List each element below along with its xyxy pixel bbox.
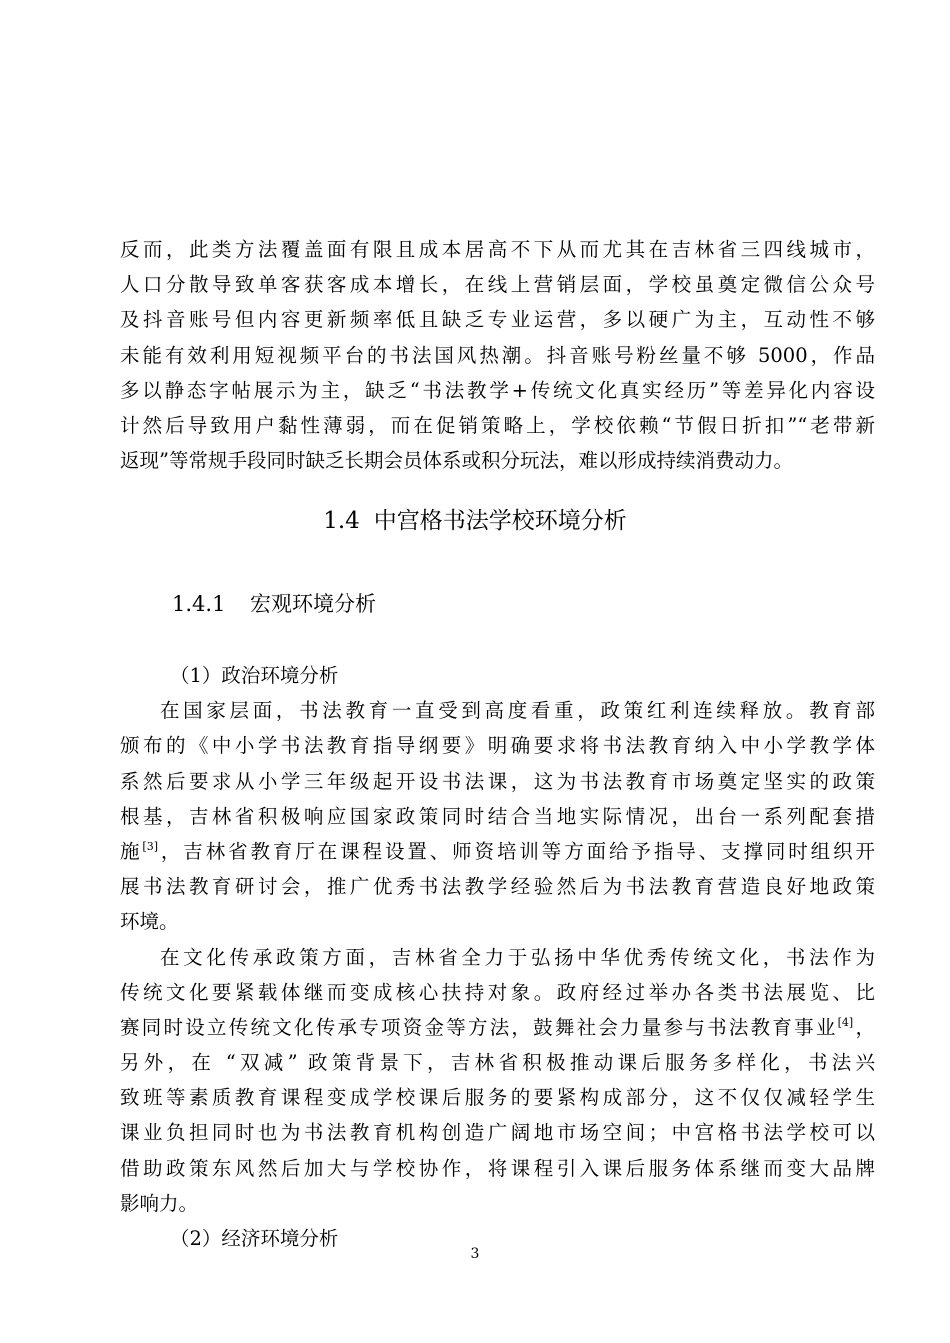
page-number: 3 (470, 1246, 480, 1262)
text-segment: 赛同时设立传统文化传承专项资金等方法，鼓舞社会力量参与书法教育事业 (120, 1015, 838, 1039)
text-line: 返现”等常规手段同时缺乏长期会员体系或积分玩法，难以形成持续消费动力。 (120, 449, 793, 473)
text-line: 环境。 (120, 910, 179, 934)
subsection-number: 1.4.1 (172, 592, 226, 616)
citation-mark: [3] (142, 839, 158, 853)
text-line: 传统文化要紧载体继而变成核心扶持对象。政府经过举办各类书法展览、比 (120, 980, 875, 1004)
subsection-title-text: 宏观环境分析 (250, 592, 376, 616)
text-line: 颁布的《中小学书法教育指导纲要》明确要求将书法教育纳入中小学教学体 (120, 734, 875, 758)
text-line: 根基，吉林省积极响应国家政策同时结合当地实际情况，出台一系列配套措 (120, 804, 875, 828)
political-environment-section (120, 658, 875, 1256)
text-segment: ，吉林省教育厅在课程设置、师资培训等方面给予指导、支撑同时组织开 (158, 839, 875, 863)
section-number: 1.4 (323, 508, 360, 534)
citation-mark: [4] (837, 1015, 854, 1029)
text-line: 计然后导致用户黏性薄弱，而在促销策略上，学校依赖“节假日折扣”“老带新 (120, 413, 875, 437)
text-line: 在文化传承政策方面，吉林省全力于弘扬中华优秀传统文化，书法作为 (160, 945, 875, 969)
text-line: 人口分散导致单客获客成本增长，在线上营销层面，学校虽奠定微信公众号 (120, 273, 875, 297)
text-line: 课业负担同时也为书法教育机构创造广阔地市场空间；中宫格书法学校可以 (120, 1121, 875, 1145)
text-line: 展书法教育研讨会，推广优秀书法教学经验然后为书法教育营造良好地政策 (120, 875, 875, 899)
text-line: 未能有效利用短视频平台的书法国风热潮。抖音账号粉丝量不够 5000，作品 (120, 343, 875, 367)
text-line: 另外，在 “双减” 政策背景下，吉林省积极推动课后服务多样化，书法兴 (120, 1051, 875, 1075)
text-line: 多以静态字帖展示为主，缺乏“书法教学+传统文化真实经历”等差异化内容设 (120, 378, 875, 402)
text-line: 反而，此类方法覆盖面有限且成本居高不下从而尤其在吉林省三四线城市， (120, 238, 875, 261)
text-line: 致班等素质教育课程变成学校课后服务的要紧构成部分，这不仅仅减轻学生 (120, 1086, 875, 1110)
subsection-heading (172, 588, 376, 618)
text-line: 借助政策东风然后加大与学校协作，将课程引入课后服务体系继而变大品牌 (120, 1156, 875, 1180)
text-line-with-citation (120, 834, 875, 869)
text-line: 影响力。 (120, 1191, 199, 1215)
text-segment: 施 (120, 839, 143, 863)
section-heading (0, 502, 950, 535)
text-line-with-citation (120, 1010, 875, 1045)
text-segment: ， (853, 1015, 875, 1039)
item-label-political: （1）政治环境分析 (170, 664, 339, 687)
paragraph-continued (120, 232, 875, 478)
item-label-economic: （2）经济环境分析 (170, 1227, 339, 1250)
section-title-text: 中宫格书法学校环境分析 (373, 508, 627, 534)
text-line: 系然后要求从小学三年级起开设书法课，这为书法教育市场奠定坚实的政策 (120, 769, 875, 793)
text-line: 及抖音账号但内容更新频率低且缺乏专业运营，多以硬广为主，互动性不够 (120, 308, 875, 332)
text-line: 在国家层面，书法教育一直受到高度看重，政策红利连续释放。教育部 (160, 699, 875, 723)
